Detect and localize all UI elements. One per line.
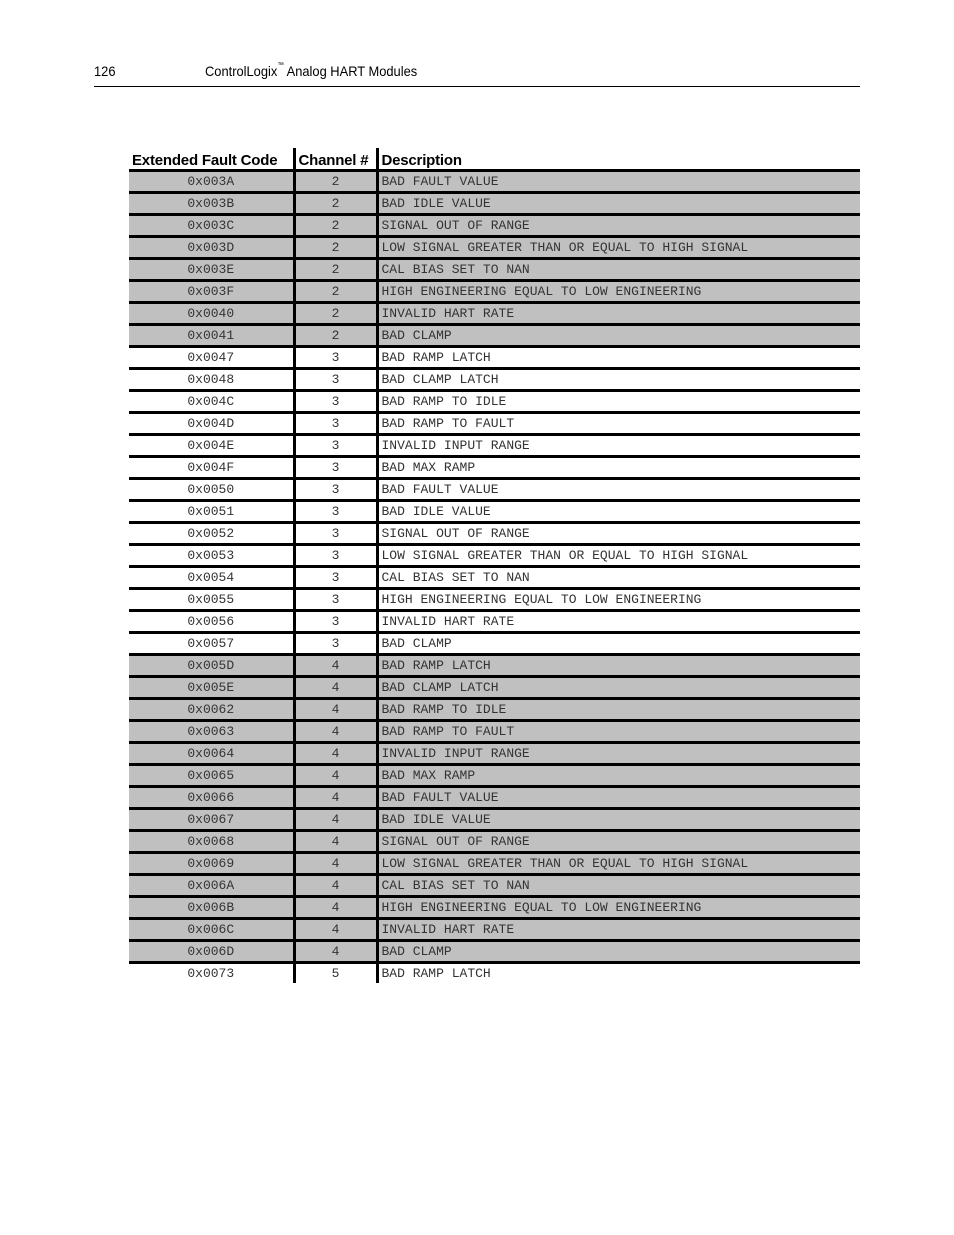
channel-cell: 2 — [294, 259, 377, 281]
table-row — [129, 413, 860, 435]
fault-code-cell: 0x003A — [129, 171, 294, 193]
table-row — [129, 611, 860, 633]
description-cell: CAL BIAS SET TO NAN — [377, 875, 860, 897]
table-row — [129, 259, 860, 281]
description-cell: BAD RAMP TO IDLE — [377, 699, 860, 721]
fault-code-cell: 0x003C — [129, 215, 294, 237]
table-header-row — [129, 148, 860, 171]
fault-code-cell: 0x0051 — [129, 501, 294, 523]
table-row — [129, 941, 860, 963]
fault-code-cell: 0x006A — [129, 875, 294, 897]
description-cell: HIGH ENGINEERING EQUAL TO LOW ENGINEERING — [377, 589, 860, 611]
description-cell: SIGNAL OUT OF RANGE — [377, 523, 860, 545]
fault-code-cell: 0x0054 — [129, 567, 294, 589]
channel-cell: 3 — [294, 611, 377, 633]
description-cell: BAD CLAMP LATCH — [377, 677, 860, 699]
fault-code-cell: 0x006D — [129, 941, 294, 963]
fault-code-cell: 0x0065 — [129, 765, 294, 787]
table-row — [129, 919, 860, 941]
fault-code-cell: 0x0064 — [129, 743, 294, 765]
channel-cell: 2 — [294, 237, 377, 259]
description-cell: SIGNAL OUT OF RANGE — [377, 215, 860, 237]
table-row — [129, 369, 860, 391]
fault-code-cell: 0x0047 — [129, 347, 294, 369]
fault-code-table — [129, 148, 860, 983]
fault-code-cell: 0x005E — [129, 677, 294, 699]
table-row — [129, 501, 860, 523]
channel-cell: 4 — [294, 831, 377, 853]
fault-code-cell: 0x0048 — [129, 369, 294, 391]
table-row — [129, 457, 860, 479]
fault-code-cell: 0x004D — [129, 413, 294, 435]
fault-code-cell: 0x0052 — [129, 523, 294, 545]
channel-cell: 3 — [294, 413, 377, 435]
channel-cell: 4 — [294, 897, 377, 919]
fault-code-cell: 0x004E — [129, 435, 294, 457]
table-row — [129, 347, 860, 369]
description-cell: BAD CLAMP — [377, 941, 860, 963]
channel-cell: 2 — [294, 171, 377, 193]
table-row — [129, 699, 860, 721]
fault-code-cell: 0x004F — [129, 457, 294, 479]
description-cell: INVALID HART RATE — [377, 919, 860, 941]
page-header — [94, 62, 860, 87]
description-cell: LOW SIGNAL GREATER THAN OR EQUAL TO HIGH SIGNAL — [377, 853, 860, 875]
description-cell: INVALID HART RATE — [377, 611, 860, 633]
table-row — [129, 391, 860, 413]
channel-cell: 4 — [294, 743, 377, 765]
description-cell: BAD RAMP TO FAULT — [377, 721, 860, 743]
description-cell: BAD IDLE VALUE — [377, 193, 860, 215]
table-row — [129, 237, 860, 259]
channel-cell: 4 — [294, 941, 377, 963]
channel-cell: 3 — [294, 457, 377, 479]
channel-cell: 4 — [294, 919, 377, 941]
description-cell: CAL BIAS SET TO NAN — [377, 567, 860, 589]
fault-code-cell: 0x0068 — [129, 831, 294, 853]
channel-cell: 4 — [294, 875, 377, 897]
fault-code-cell: 0x0041 — [129, 325, 294, 347]
title-prefix: ControlLogix — [205, 63, 278, 79]
description-cell: INVALID INPUT RANGE — [377, 435, 860, 457]
channel-cell: 3 — [294, 567, 377, 589]
channel-cell: 3 — [294, 347, 377, 369]
description-cell: BAD RAMP TO FAULT — [377, 413, 860, 435]
description-cell: BAD CLAMP — [377, 633, 860, 655]
fault-code-cell: 0x0063 — [129, 721, 294, 743]
channel-cell: 3 — [294, 391, 377, 413]
description-cell: CAL BIAS SET TO NAN — [377, 259, 860, 281]
channel-cell: 2 — [294, 215, 377, 237]
table-row — [129, 479, 860, 501]
table-row — [129, 215, 860, 237]
channel-cell: 4 — [294, 787, 377, 809]
description-cell: BAD FAULT VALUE — [377, 479, 860, 501]
table-row — [129, 589, 860, 611]
fault-code-cell: 0x0066 — [129, 787, 294, 809]
table-row — [129, 743, 860, 765]
description-cell: LOW SIGNAL GREATER THAN OR EQUAL TO HIGH SIGNAL — [377, 545, 860, 567]
channel-cell: 3 — [294, 589, 377, 611]
channel-cell: 3 — [294, 435, 377, 457]
channel-cell: 3 — [294, 501, 377, 523]
fault-code-cell: 0x004C — [129, 391, 294, 413]
channel-cell: 2 — [294, 281, 377, 303]
table-row — [129, 875, 860, 897]
column-header-description: Description — [377, 148, 860, 171]
fault-code-cell: 0x0057 — [129, 633, 294, 655]
channel-cell: 3 — [294, 633, 377, 655]
table-row — [129, 721, 860, 743]
table-row — [129, 655, 860, 677]
description-cell: INVALID HART RATE — [377, 303, 860, 325]
trademark-symbol: ™ — [277, 62, 284, 69]
table-row — [129, 303, 860, 325]
description-cell: BAD IDLE VALUE — [377, 809, 860, 831]
table-row — [129, 677, 860, 699]
table-body — [129, 171, 860, 984]
channel-cell: 2 — [294, 325, 377, 347]
fault-code-cell: 0x006B — [129, 897, 294, 919]
table-row — [129, 545, 860, 567]
description-cell: BAD RAMP LATCH — [377, 347, 860, 369]
fault-code-cell: 0x0056 — [129, 611, 294, 633]
description-cell: BAD MAX RAMP — [377, 457, 860, 479]
fault-code-cell: 0x003E — [129, 259, 294, 281]
table-row — [129, 523, 860, 545]
fault-code-cell: 0x0062 — [129, 699, 294, 721]
page-number: 126 — [94, 63, 116, 79]
table-row — [129, 853, 860, 875]
table-row — [129, 831, 860, 853]
table-row — [129, 281, 860, 303]
description-cell: BAD CLAMP LATCH — [377, 369, 860, 391]
channel-cell: 3 — [294, 479, 377, 501]
fault-code-cell: 0x003D — [129, 237, 294, 259]
fault-code-cell: 0x005D — [129, 655, 294, 677]
channel-cell: 3 — [294, 545, 377, 567]
table-row — [129, 325, 860, 347]
table-row — [129, 171, 860, 193]
channel-cell: 2 — [294, 193, 377, 215]
channel-cell: 3 — [294, 523, 377, 545]
table-row — [129, 567, 860, 589]
channel-cell: 4 — [294, 853, 377, 875]
table-row — [129, 963, 860, 984]
channel-cell: 2 — [294, 303, 377, 325]
fault-code-cell: 0x0055 — [129, 589, 294, 611]
description-cell: HIGH ENGINEERING EQUAL TO LOW ENGINEERING — [377, 281, 860, 303]
fault-code-cell: 0x0040 — [129, 303, 294, 325]
description-cell: INVALID INPUT RANGE — [377, 743, 860, 765]
description-cell: BAD FAULT VALUE — [377, 171, 860, 193]
description-cell: BAD RAMP LATCH — [377, 655, 860, 677]
title-suffix: Analog HART Modules — [283, 63, 418, 79]
fault-code-cell: 0x0053 — [129, 545, 294, 567]
channel-cell: 4 — [294, 699, 377, 721]
description-cell: BAD RAMP LATCH — [377, 963, 860, 984]
fault-code-cell: 0x006C — [129, 919, 294, 941]
fault-code-cell: 0x0073 — [187, 966, 235, 981]
description-cell: HIGH ENGINEERING EQUAL TO LOW ENGINEERING — [377, 897, 860, 919]
fault-code-cell: 0x0050 — [129, 479, 294, 501]
running-title — [205, 63, 417, 79]
fault-code-cell: 0x003F — [129, 281, 294, 303]
description-cell: LOW SIGNAL GREATER THAN OR EQUAL TO HIGH SIGNAL — [377, 237, 860, 259]
description-cell: BAD IDLE VALUE — [377, 501, 860, 523]
channel-cell: 3 — [294, 369, 377, 391]
channel-cell: 5 — [294, 963, 377, 984]
column-header-fault-code: Extended Fault Code — [129, 148, 294, 171]
table-row — [129, 787, 860, 809]
channel-cell: 4 — [294, 765, 377, 787]
channel-cell: 4 — [294, 655, 377, 677]
fault-code-cell: 0x0069 — [129, 853, 294, 875]
channel-cell: 4 — [294, 721, 377, 743]
table-row — [129, 193, 860, 215]
channel-cell: 4 — [294, 809, 377, 831]
table-row — [129, 765, 860, 787]
description-cell: BAD MAX RAMP — [377, 765, 860, 787]
fault-code-cell: 0x0067 — [129, 809, 294, 831]
table-row — [129, 435, 860, 457]
channel-cell: 4 — [294, 677, 377, 699]
table-row — [129, 897, 860, 919]
column-header-channel: Channel # — [294, 148, 377, 171]
table-row — [129, 809, 860, 831]
description-cell: SIGNAL OUT OF RANGE — [377, 831, 860, 853]
fault-code-cell: 0x003B — [129, 193, 294, 215]
description-cell: BAD CLAMP — [377, 325, 860, 347]
description-cell: BAD RAMP TO IDLE — [377, 391, 860, 413]
description-cell: BAD FAULT VALUE — [377, 787, 860, 809]
table-row — [129, 633, 860, 655]
